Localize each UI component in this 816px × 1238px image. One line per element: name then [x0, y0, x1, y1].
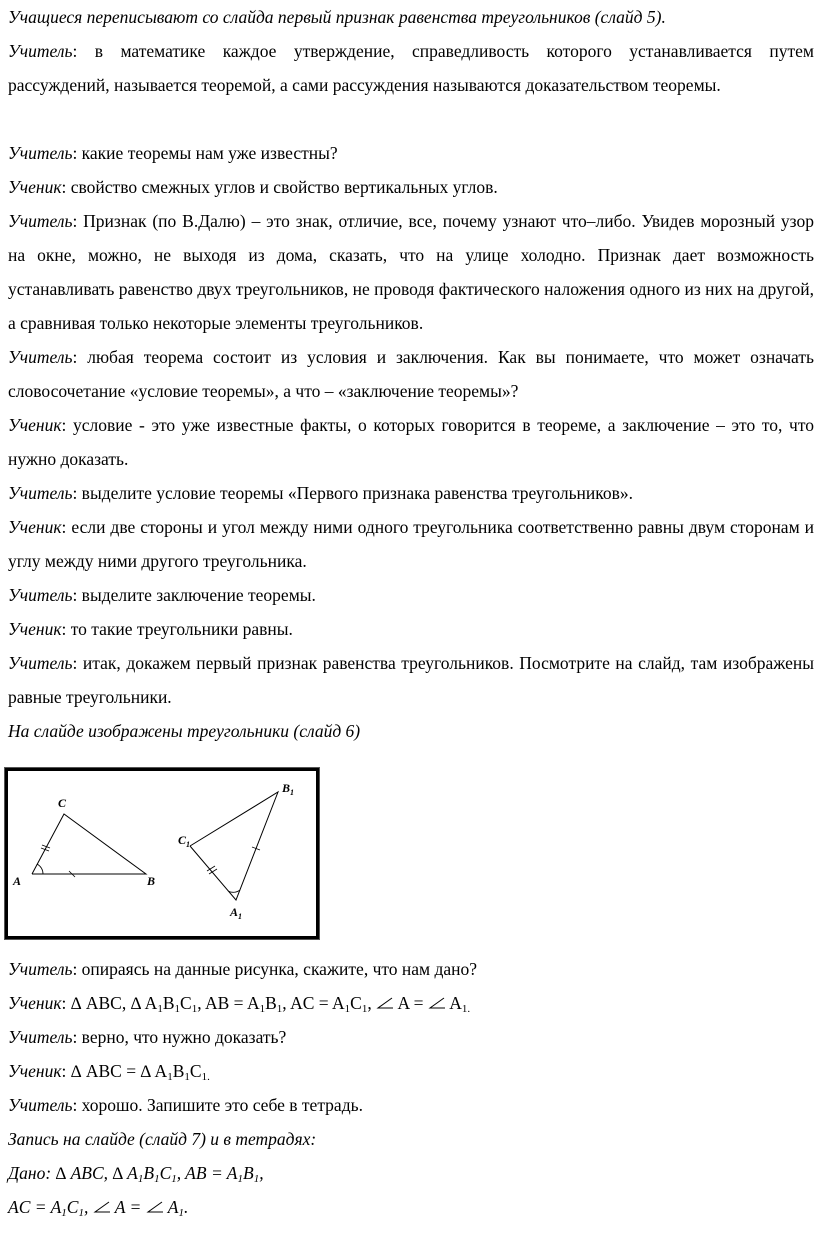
angle-symbol-icon	[428, 996, 446, 1010]
speaker-teacher: Учитель	[8, 211, 73, 231]
paragraph-text: : свойство смежных углов и свойство вертикальных углов.	[61, 177, 498, 197]
speaker-teacher: Учитель	[8, 41, 73, 61]
teacher-theorem-definition	[8, 34, 814, 102]
triangles-diagram	[8, 771, 316, 936]
paragraph-text: : опираясь на данные рисунка, скажите, что нам дано?	[72, 959, 478, 979]
speaker-teacher: Учитель	[8, 347, 73, 367]
paragraph-text: : выделите условие теоремы «Первого признака равенства треугольников».	[72, 483, 634, 503]
angle-arc-a1	[228, 890, 240, 892]
student-condition-answer	[8, 510, 814, 578]
speaker-teacher: Учитель	[8, 143, 73, 163]
teacher-highlight-conclusion	[8, 578, 814, 612]
speaker-student: Ученик	[8, 177, 62, 197]
paragraph-text: : итак, докажем первый признак равенства треугольников. Посмотрите на слайд, там изображены равные треугольники.	[8, 653, 814, 707]
speaker-teacher: Учитель	[8, 585, 73, 605]
given-line-2: AC = $A_1C_1$, $A = A_1$.	[8, 1197, 189, 1219]
paragraph-text: : верно, что нужно доказать?	[72, 1027, 287, 1047]
speaker-teacher: Учитель	[8, 653, 73, 673]
label-b: B	[147, 874, 156, 888]
speaker-teacher: Учитель	[8, 1095, 73, 1115]
label-a1: $A_1$	[230, 905, 243, 921]
paragraph-text: : то такие треугольники равны.	[61, 619, 293, 639]
label-b1: $B_1$	[282, 781, 295, 797]
student-conclusion-answer	[8, 612, 814, 646]
given-line-1: Дано: ∆ ABC, ∆ $A_1B_1C_1$, AB = $A_1B_1$,	[8, 1163, 264, 1185]
teacher-condition-conclusion-question	[8, 340, 814, 408]
student-answer-angles	[8, 170, 814, 204]
paragraph-text: : хорошо. Запишите это себе в тетрадь.	[72, 1095, 363, 1115]
teacher-what-prove	[8, 1020, 814, 1054]
paragraph-text: : условие - это уже известные факты, о которых говорится в теореме, а заключение – это то, что нужно доказать.	[8, 415, 814, 469]
speaker-student: Ученик	[8, 619, 62, 639]
teacher-prove-intro	[8, 646, 814, 714]
paragraph-text: : любая теорема состоит из условия и заключения. Как вы понимаете, что может означать словосочетание «условие теоремы», а что – «заключение теоремы»?	[8, 347, 814, 401]
angle-arc-a	[37, 864, 43, 874]
paragraph-text: : если две стороны и угол между ними одного треугольника соответственно равны двум сторонам и углу между ними другого треугольника.	[8, 517, 814, 571]
slide6-caption: На слайде изображены треугольники (слайд 6)	[8, 721, 361, 741]
speaker-teacher: Учитель	[8, 483, 73, 503]
speaker-student: Ученик	[8, 517, 62, 537]
label-c: C	[58, 796, 67, 810]
paragraph-text: : Признак (по В.Далю) – это знак, отличие, все, почему узнают что–либо. Увидев морозный узор на окне, можно, не выходя из дома, сказать, что на улице холодно. Признак дает возможность устанавливать равенство двух треугольников, не проводя фактического наложения одного из них на другой, а сравнивая только некоторые элементы треугольников.	[8, 211, 814, 333]
label-a: A	[13, 874, 22, 888]
teacher-what-given	[8, 952, 814, 986]
angle-symbol-icon	[93, 1200, 111, 1214]
teacher-criterion-definition	[8, 204, 814, 340]
slide7-caption: Запись на слайде (слайд 7) и в тетрадях:	[8, 1129, 317, 1149]
student-given-answer: Ученик: ∆ ABC, ∆ $A_1B_1C_1$, AB = $A_1B_1$, AC = $A_1C_1$, $A = A_{1.}$	[8, 993, 471, 1015]
speaker-student: Ученик	[8, 1061, 62, 1081]
angle-symbol-icon	[146, 1200, 164, 1214]
teacher-highlight-condition	[8, 476, 814, 510]
student-prove-answer: Ученик: ∆ ABC = ∆ $A_1B_1C_{1.}$	[8, 1061, 210, 1083]
paragraph-text: : в математике каждое утверждение, справедливость которого устанавливается путем рассуждений, называется теоремой, а сами рассуждения называются доказательством теоремы.	[8, 41, 814, 95]
paragraph-text: : выделите заключение теоремы.	[72, 585, 316, 605]
angle-symbol-icon	[376, 996, 394, 1010]
speaker-student: Ученик	[8, 993, 62, 1013]
triangle-a1b1c1	[190, 792, 278, 900]
speaker-student: Ученик	[8, 415, 62, 435]
label-c1: $C_1$	[178, 833, 191, 849]
speaker-teacher: Учитель	[8, 1027, 73, 1047]
teacher-question-known-theorems	[8, 136, 814, 170]
slide5-note: Учащиеся переписывают со слайда первый признак равенства треугольников (слайд 5).	[8, 7, 666, 27]
student-condition-conclusion-answer	[8, 408, 814, 476]
speaker-teacher: Учитель	[8, 959, 73, 979]
paragraph-text: : какие теоремы нам уже известны?	[72, 143, 338, 163]
triangles-figure	[5, 768, 319, 939]
teacher-write-down	[8, 1088, 814, 1122]
triangle-abc	[32, 814, 146, 874]
